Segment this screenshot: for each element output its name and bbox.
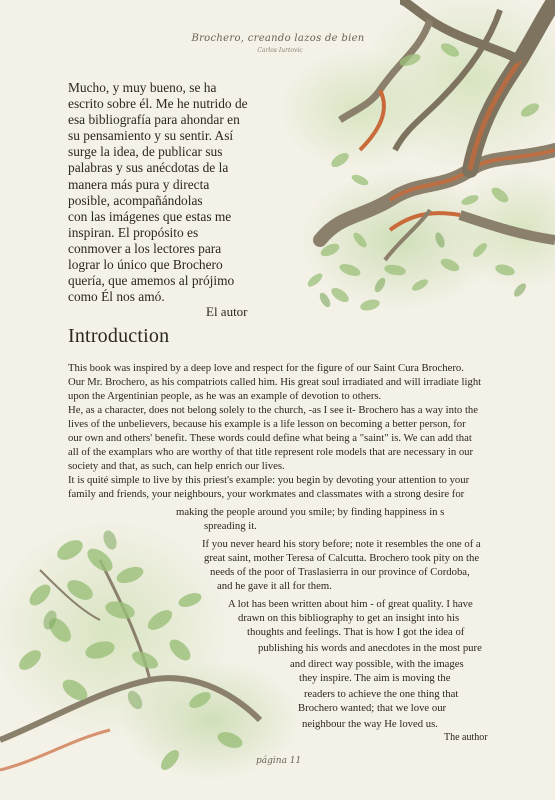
text-line: con las imágenes que estas me [68,208,232,224]
text-line: spreading it. [204,520,257,532]
text-line: He, as a character, does not belong solely to the church, -as I see it- Brochero has a way into the [68,404,479,416]
text-line: posible, acompañándolas [68,192,203,208]
text-line: readers to achieve the one thing that [304,688,459,700]
text-line: conmover a los lectores para [68,240,222,256]
text-line: lograr lo único que Brochero [68,257,223,273]
text-line: publishing his words and anecdotes in the most pure [258,642,482,654]
text-line: This book was inspired by a deep love and respect for the figure of our Saint Cura Brochero. [68,362,464,374]
page-number: página 11 [256,756,302,766]
text-line: manera más pura y directa [68,176,210,192]
text-line: upon the Argentinian people, as he was an example of devotion to others. [68,390,382,402]
text-line: como Él nos amó. [68,289,165,305]
text-line: drawn on this bibliography to get an insight into his [238,612,460,624]
text-line: Brochero wanted; that we love our [298,702,447,714]
text-line: all of the examplars who are worthy of that title represent role models that are necessary in our [68,446,474,458]
text-line: and direct way possible, with the images [290,658,464,670]
text-line: lives of the unbelievers, because his example is a life lesson on becoming a better person, for [68,418,466,430]
spanish-paragraph [68,80,268,305]
text-line: A lot has been written about him - of great quality. I have [228,598,473,610]
text-line: Mucho, y muy bueno, se ha [68,80,217,95]
text-line: making the people around you smile; by finding happiness in s [176,506,445,518]
text-line: society and that, as such, can help enrich our lives. [68,460,285,472]
section-heading: Introduction [68,325,170,347]
spanish-signature: El autor [206,304,248,319]
text-line: quería, que amemos al prójimo [68,273,235,289]
text-line: It is quité simple to live by this priest's example: you begin by devoting your attention to your [68,474,470,486]
text-line: they inspire. The aim is moving the [299,672,451,684]
tree-branch-illustration [280,0,555,312]
text-line: thoughts and feelings. That is how I got the idea of [247,626,465,638]
text-line: If you never heard his story before; note it resembles the one of a [202,538,481,550]
text-line: palabras y sus anécdotas de la [68,160,229,176]
english-signature: The author [444,732,488,743]
text-line: needs of the poor of Traslasierra in our province of Cordoba, [210,566,470,578]
text-line: great saint, mother Teresa of Calcutta. Brochero took pity on the [204,552,480,564]
text-line: surge la idea, de publicar sus [68,144,223,160]
text-line: inspiran. El propósito es [68,224,199,240]
text-line: family and friends, your neighbours, your workmates and classmates with a strong desire for [68,488,465,500]
text-line: esa bibliografía para ahondar en [68,112,240,128]
text-line: our own and others' benefit. These words could define what being a "saint" is. We can add that [68,432,472,444]
running-header-author: Carlos Iurtovic [257,47,303,54]
text-line: neighbour the way He loved us. [302,718,438,730]
running-header-title: Brochero, creando lazos de bien [191,33,365,44]
text-line: su pensamiento y su sentir. Así [68,128,234,144]
text-line: and he gave it all for them. [217,580,332,592]
text-line: Our Mr. Brochero, as his compatriots called him. His great soul irradiated and will irradiate light [68,376,482,388]
text-line: escrito sobre él. Me he nutrido de [68,96,248,112]
